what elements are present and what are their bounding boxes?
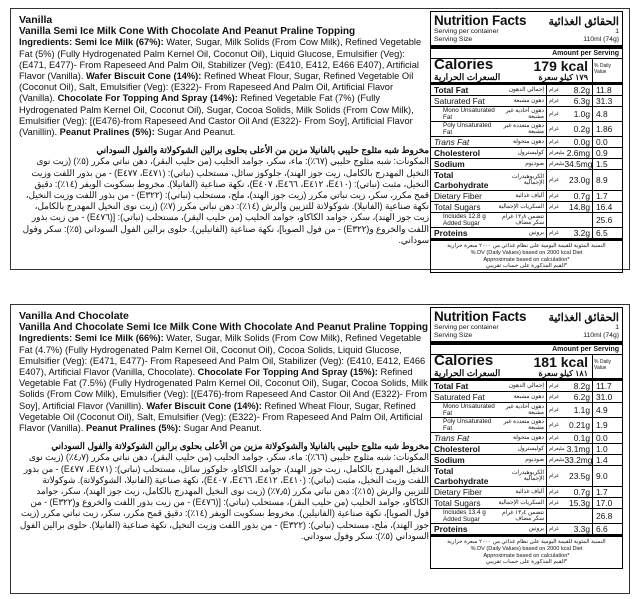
nutrient-daily-value: 9.0 [592, 466, 622, 486]
ingredient-1-text: Water, Sugar, Milk Solids (From Cow Milk), Refined Vegetable Fat (5%) (Fully Hydrogenated Palm Kernel Oil, Coconut Oil), Liquid Glucose, Emulsifier (Veg): (E471, E477)- From Rapeseed And Palm Oil, Stabilizer (Veg): (E410, E412, E466 E407), Artificial Flavor (Vanilla). [19, 37, 422, 82]
nutrient-row [431, 137, 622, 148]
nutrient-row [431, 85, 622, 96]
ingredient-2-text: Refined Vegetable Fat (7.5%) (Fully Hydrogenated Palm Kernel Oil, Coconut Oil), Sugar, Cocoa Solids, Milk Solids (From Cow Milk), Emulsifier (Veg): [(E476)-from Rapeseed And Castor Oil And (E322)- From Soy], Artificial Flavor (Vanillin). [19, 367, 428, 411]
nutrient-amount: 6.2g [573, 392, 590, 402]
nutrient-daily-value: 4.8 [592, 107, 622, 121]
calories-label-ar: السعرات الحرارية [434, 72, 501, 82]
nutrition-title-ar: الحقائق الغذائية [548, 312, 619, 324]
serving-size-value: 110ml (74g) [583, 36, 619, 43]
nutrient-name: Sodium [434, 455, 465, 465]
nutrient-name-ar: دهون متعددة غير مشبعة [503, 123, 544, 135]
daily-value-label: % Daily Value [592, 59, 622, 82]
nutrition-footnote [431, 241, 622, 272]
nutrient-name: Total Sugars [434, 498, 481, 508]
nutrient-amount: 6.3g [573, 96, 590, 106]
nutrient-amount: 0.7g [573, 487, 590, 497]
calories-row [431, 56, 622, 85]
nutrient-name: Total Sugars [434, 202, 481, 212]
nutrient-unit-ar: غرام [549, 435, 559, 441]
nutrient-name-ar: دهون مشبعة [513, 98, 544, 104]
ingredient-3-label: Chocolate For Topping And Spray (14%): [57, 93, 238, 104]
footnote-ar-1: النسبة المئوية للقيمة اليومية على نظام غذائي من ٢٠٠٠ سعرة حرارية [447, 539, 606, 545]
nutrient-unit-ar: غرام [549, 126, 559, 132]
nutrient-unit-ar: غرام [549, 500, 559, 506]
nutrient-amount: 0.0g [573, 137, 590, 147]
nutrient-name-ar: الكربوهيدرات الإجمالية [511, 174, 544, 186]
serving-size-value: 110ml (74g) [583, 332, 619, 339]
calories-label: Calories [434, 56, 494, 73]
nutrient-amount: 15.3g [569, 498, 590, 508]
nutrient-name: Proteins [434, 524, 468, 534]
nutrient-amount: 8.2g [573, 85, 590, 95]
serving-size-label: Serving Size [434, 36, 473, 43]
nutrient-row [431, 381, 622, 392]
servings-value: 1 [615, 28, 619, 35]
nutrient-amount: 1.0g [573, 109, 590, 119]
ingredient-2-label: Chocolate For Topping And Spray (15%): [197, 367, 378, 378]
nutrition-footnote [431, 537, 622, 568]
calories-value-ar: ١٨١ كيلو سعرة [538, 369, 588, 378]
nutrition-title: Nutrition Facts [434, 13, 527, 28]
nutrient-daily-value: 25.6 [592, 213, 622, 227]
nutrient-daily-value: 11.8 [592, 85, 622, 95]
servings-value: 1 [615, 324, 619, 331]
nutrient-row [431, 213, 622, 228]
arabic-ingredients [19, 441, 429, 542]
calories-value: 179 kcal [533, 58, 588, 74]
product-title: Vanilla [19, 14, 53, 26]
ingredient-4-label: Peanut Pralines (5%): [59, 127, 155, 138]
nutrient-amount: 3.2g [573, 228, 590, 238]
nutrient-unit-ar: مليغرام [549, 150, 565, 156]
nutrient-name-ar: دهون أحادية غير مشبعة [505, 108, 544, 120]
footnote-ar-1: النسبة المئوية للقيمة اليومية على نظام غذائي من ٢٠٠٠ سعرة حرارية [447, 243, 606, 249]
nutrient-row [431, 498, 622, 509]
nutrient-daily-value: 11.7 [592, 381, 622, 391]
nutrient-row [431, 159, 622, 170]
product-subtitle: Vanilla And Chocolate Semi Ice Milk Cone With Chocolate And Peanut Praline Topping [19, 322, 429, 334]
arabic-title: مخروط شبه مثلوج حليبي بالفانيلا والشوكولاتة مزين من الأعلى بحلوى برالين الشوكولاتة والفول السوداني [51, 441, 429, 452]
nutrient-name-ar: السكريات الإجمالية [498, 204, 544, 210]
ingredient-2-text: Refined Wheat Flour, Sugar, Refined Vegetable Oil (Coconut Oil), Salt, Emulsifier (Veg): (E322)- From Rapeseed And Palm Oil, Artificial Flavor (Vanilla). [19, 71, 414, 104]
nutrient-name-ar: إجمالي الدهون [508, 383, 544, 389]
nutrient-unit-ar: غرام [549, 139, 559, 145]
nutrient-unit-ar: غرام [549, 489, 559, 495]
nutrient-row [431, 444, 622, 455]
nutrient-amount: 0.21g [569, 420, 590, 430]
ingredient-1-label: Semi Ice Milk (67%): [74, 37, 164, 48]
calories-value-ar: ١٧٩ كيلو سعرة [538, 73, 588, 82]
nutrient-unit-ar: غرام [549, 177, 559, 183]
footnote-en-1: % DV (Daily Values) based on 2000 kcal Diet [470, 249, 583, 256]
nutrient-name: Saturated Fat [434, 96, 485, 106]
nutrient-amount: 14.8g [569, 202, 590, 212]
servings-line [431, 324, 622, 332]
nutrient-unit-ar: غرام [549, 407, 559, 413]
daily-value-label: % Daily Value [592, 355, 622, 378]
nutrient-name-ar: كوليسترول [517, 150, 544, 156]
nutrient-amount: 3.1mg [566, 444, 590, 454]
nutrient-name-ar: دهون مشبعة [513, 394, 544, 400]
nutrient-daily-value: 0.0 [592, 433, 622, 443]
ingredients-label: Ingredients: [19, 37, 73, 48]
nutrient-amount: 23.5g [569, 471, 590, 481]
nutrition-title-ar: الحقائق الغذائية [548, 16, 619, 28]
nutrient-name-ar: السكريات الإجمالية [498, 500, 544, 506]
nutrient-daily-value: 6.6 [592, 524, 622, 534]
nutrient-name: Mono Unsaturated Fat [443, 403, 495, 417]
calories-label: Calories [434, 352, 494, 369]
nutrient-row [431, 509, 622, 524]
calories-value: 181 kcal [533, 354, 588, 370]
nutrient-name-ar: كوليسترول [517, 446, 544, 452]
nutrient-daily-value: 1.7 [592, 191, 622, 201]
arabic-ingredients-text: المكونات: شبه مثلوج حليبي (٦٧٪): ماء، سكر، جوامد الحليب (من حليب البقر)، دهن نباتي مكرر (٥٪) (زيت نوى النخيل المهدرج بالكامل، زيت جوز الهند)، جلوكوز سائل، مستحلب (نباتي): (E٤٧١، E٤٧٧) - من بذور اللفت وزيت النخيل، مثبت (نباتي): (E٤١٠، E٤١٢، E٤٦٦، E٤٠٧)، نكهة صناعية (الفانيلا). مخروط بسكويت الويفر (١٤٪): دقيق قمح مكرر، سكر، زيت نباتي مكرر (زيت جوز الهند)، ملح، مستحلب (نباتي): (E٣٢٢) - من بذور اللفت وزيت النخيل، نكهة صناعية (الفانيلا). شوكولاتة للتزيين والرش (١٤٪): دهن نباتي مكرر (٧٪) (زيت نوى النخيل المهدرج بالكامل، زيت جوز الهند)، سكر، جوامد الكاكاو، جوامد الحليب (من حليب البقر)، مستحلب (نباتي): [(E٤٧٦) - من زيت بذور اللفت والخروع و(E٣٢٢) - من فول الصويا]، نكهة صناعية (الفانيلين). حلوى برالين الفول السوداني (٥٪): سكر وفول سوداني. [22, 156, 429, 245]
nutrition-header [431, 12, 622, 28]
nutrient-unit-ar: مليغرام [549, 161, 565, 167]
nutrient-amount: 0.7g [573, 191, 590, 201]
nutrient-name-ar: بروتين [528, 526, 544, 532]
nutrient-name: Mono Unsaturated Fat [443, 107, 495, 121]
nutrient-unit-ar: غرام [549, 526, 559, 532]
servings-label: Serving per container [434, 324, 499, 331]
nutrient-row [431, 466, 622, 487]
nutrient-name: Sodium [434, 159, 465, 169]
serving-size-line [431, 36, 622, 49]
nutrient-row [431, 202, 622, 213]
nutrient-name: Trans Fat [434, 137, 470, 147]
nutrient-name: Poly Unsaturated Fat [443, 418, 492, 432]
nutrient-amount: 3.3g [573, 524, 590, 534]
nutrient-unit-ar: غرام [549, 230, 559, 236]
ingredient-3-text: Refined Vegetable Fat (7%) (Fully Hydrogenated Palm Kernel Oil, Coconut Oil), Sugar, Cocoa Solids, Milk Solids (From Cow Milk), Emulsifier (Veg): [(E476)-from Rapeseed And Castor Oil And (E322)- From Soy], Artificial Flavor (Vanillin). [19, 93, 414, 138]
nutrient-unit-ar: مليغرام [549, 446, 565, 452]
nutrient-row [431, 191, 622, 202]
calories-row [431, 352, 622, 381]
nutrient-amount: 1.1g [573, 405, 590, 415]
nutrient-unit-ar: غرام [549, 422, 559, 428]
footnote-en-2: Approximate based on calculation* [483, 256, 570, 263]
ingredient-2-label: Wafer Biscuit Cone (14%): [86, 71, 202, 82]
nutrient-row [431, 403, 622, 418]
nutrient-name: Proteins [434, 228, 468, 238]
nutrient-row [431, 228, 622, 241]
footnote-ar-2: *القيم المذكورة على حساب تقريبي [485, 559, 568, 566]
ingredient-3-label: Wafer Biscuit Cone (14%): [146, 400, 262, 411]
nutrient-rows [431, 381, 622, 537]
nutrition-title: Nutrition Facts [434, 309, 527, 324]
nutrient-daily-value: 1.7 [592, 487, 622, 497]
nutrient-name-ar: صوديوم [525, 161, 544, 167]
nutrient-name-ar: إجمالي الدهون [508, 87, 544, 93]
nutrient-amount: 34.5mg [564, 159, 593, 169]
nutrient-daily-value: 0.0 [592, 137, 622, 147]
nutrition-facts-table [430, 307, 623, 569]
nutrient-name-ar: تتضمن ١٣٫٤ غرام سكر مضاف [501, 510, 544, 522]
nutrient-name-ar: دهون أحادية غير مشبعة [505, 404, 544, 416]
nutrient-daily-value: 1.9 [592, 418, 622, 432]
arabic-ingredients-text: المكونات: شبه مثلوج حليبي (٦٦٪): ماء، سكر، جوامد الحليب (من حليب البقر)، دهن نباتي مكرر (٤٫٧٪) (زيت نوى النخيل المهدرج بالكامل، زيت جوز الهند)، جوامد الكاكاو، جلوكوز سائل، مستحلب (نباتي): (E٤٧١، E٤٧٧) - من بذور اللفت وزيت النخيل، مثبت (نباتي): (E٤١٠، E٤١٢، E٤٦٦، E٤٠٧)، نكهة صناعية (الفانيلا، الشوكولاتة). شوكولاتة للتزيين والرش (١٥٪): دهن نباتي مكرر (٧٫٥٪) (زيت نوى النخيل المهدرج بالكامل، زيت جوز الهند)، سكر، جوامد الكاكاو، جوامد الحليب (من حليب البقر)، مستحلب (نباتي): [(E٤٧٦) - من زيت بذور اللفت والخروع و(E٣٢٢) - من فول الصويا]، نكهة صناعية (الفانيلين). مخروط بسكويت الويفر (١٤٪): دقيق قمح مكرر، سكر، زيت نباتي مكرر (زيت جوز الهند)، ملح، مستحلب (نباتي): (E٣٢٢) - من بذور اللفت وزيت النخيل، نكهة صناعية (الفانيلا). حلوى برالين الفول السوداني (٥٪): سكر وفول سوداني. [19, 452, 429, 541]
servings-line [431, 28, 622, 36]
nutrient-daily-value: 1.4 [592, 455, 622, 465]
nutrient-name-ar: دهون متعددة غير مشبعة [503, 419, 544, 431]
nutrient-daily-value: 1.0 [592, 444, 622, 454]
footnote-en-1: % DV (Daily Values) based on 2000 kcal Diet [470, 545, 583, 552]
nutrient-daily-value: 26.8 [592, 509, 622, 523]
nutrient-row [431, 524, 622, 537]
nutrient-daily-value: 16.4 [592, 202, 622, 212]
nutrient-row [431, 122, 622, 137]
nutrient-daily-value: 31.0 [592, 392, 622, 402]
nutrient-name: Total Fat [434, 85, 469, 95]
nutrient-name-ar: الكربوهيدرات الإجمالية [511, 470, 544, 482]
ingredient-4-label: Peanut Pralines (5%): [86, 423, 182, 434]
product-subtitle: Vanilla Semi Ice Milk Cone With Chocolate And Peanut Praline Topping [19, 26, 356, 38]
amount-per-serving: Amount per Serving [431, 345, 622, 355]
ingredients-label: Ingredients: [19, 333, 73, 344]
product-title: Vanilla And Chocolate [19, 310, 129, 322]
nutrient-name: Total Fat [434, 381, 469, 391]
nutrient-unit-ar: مليغرام [549, 457, 565, 463]
nutrient-name: Includes 12.8 g Added Sugar [443, 213, 486, 227]
nutrient-row [431, 148, 622, 159]
nutrient-daily-value: 8.9 [592, 170, 622, 190]
nutrient-name: Poly Unsaturated Fat [443, 122, 492, 136]
nutrient-name-ar: صوديوم [525, 457, 544, 463]
amount-per-serving: Amount per Serving [431, 49, 622, 59]
nutrient-name-ar: ألياف غذائية [515, 193, 544, 199]
arabic-title: مخروط شبه مثلوج حليبي بالفانيلا مزين من الأعلى بحلوى برالين الشوكولاتة والفول السوداني [96, 145, 429, 156]
serving-size-line [431, 332, 622, 345]
nutrient-unit-ar: غرام [549, 394, 559, 400]
ingredients-block [19, 15, 429, 246]
nutrient-daily-value: 1.5 [592, 159, 622, 169]
nutrient-name: Trans Fat [434, 433, 470, 443]
servings-label: Serving per container [434, 28, 499, 35]
ingredients-text [19, 322, 429, 434]
nutrient-amount: 0.1g [573, 433, 590, 443]
nutrient-amount: 2.6mg [566, 148, 590, 158]
nutrient-daily-value: 1.86 [592, 122, 622, 136]
nutrient-row [431, 433, 622, 444]
nutrient-unit-ar: غرام [549, 383, 559, 389]
nutrient-rows [431, 85, 622, 241]
nutrient-amount: 8.2g [573, 381, 590, 391]
arabic-ingredients [19, 145, 429, 246]
nutrient-daily-value: 0.9 [592, 148, 622, 158]
nutrient-row [431, 487, 622, 498]
ingredient-4-text: Sugar And Peanut. [157, 127, 236, 138]
footnote-ar-2: *القيم المذكورة على حساب تقريبي [485, 263, 568, 270]
nutrient-daily-value: 4.9 [592, 403, 622, 417]
ingredients-block [19, 311, 429, 542]
nutrient-name-ar: تتضمن ١٢٫٨ غرام سكر مضاف [501, 214, 544, 226]
nutrient-unit-ar: غرام [549, 111, 559, 117]
nutrient-row [431, 392, 622, 403]
nutrient-row [431, 455, 622, 466]
nutrient-name: Dietary Fiber [434, 191, 482, 201]
nutrient-daily-value: 17.0 [592, 498, 622, 508]
nutrient-name-ar: بروتين [528, 230, 544, 236]
nutrient-amount: 33.2mg [564, 455, 593, 465]
nutrient-daily-value: 6.5 [592, 228, 622, 238]
nutrition-header [431, 308, 622, 324]
nutrition-facts-table [430, 11, 623, 273]
calories-label-ar: السعرات الحرارية [434, 368, 501, 378]
nutrient-name-ar: دهون متحولة [513, 435, 544, 441]
nutrient-daily-value: 31.3 [592, 96, 622, 106]
ingredient-1-text: Water, Sugar, Milk Solids (From Cow Milk), Refined Vegetable Fat (4.7%) (Fully Hydrogenated Palm Kernel Oil, Coconut Oil), Cocoa Solids, Liquid Glucose, Emulsifier (Veg): (E471, E477)- From Rapeseed And Palm Oil, Stabilizer (Veg): (E410, E412, E466 E407), Artificial Flavor (Vanilla, Chocolate). [19, 333, 426, 378]
nutrient-amount: 0.2g [573, 124, 590, 134]
nutrient-name: Total Carbohydrate [434, 170, 489, 190]
nutrient-unit-ar: غرام [549, 193, 559, 199]
nutrient-name: Total Carbohydrate [434, 466, 489, 486]
product-label-vanilla [10, 8, 630, 270]
ingredient-4-text: Sugar And Peanut. [183, 423, 262, 434]
ingredient-3-text: Refined Wheat Flour, Sugar, Refined Vegetable Oil (Coconut Oil), Salt, Emulsifier (Veg): (E322)- From Rapeseed And Palm Oil, Artificial Flavor (Vanilla). [19, 400, 423, 434]
nutrient-name: Includes 13.4 g Added Sugar [443, 509, 486, 523]
nutrient-name: Saturated Fat [434, 392, 485, 402]
nutrient-name: Dietary Fiber [434, 487, 482, 497]
product-label-vanilla-chocolate [10, 304, 630, 594]
nutrient-unit-ar: غرام [549, 204, 559, 210]
nutrient-row [431, 107, 622, 122]
nutrient-unit-ar: غرام [549, 98, 559, 104]
nutrient-name-ar: ألياف غذائية [515, 489, 544, 495]
nutrient-unit-ar: غرام [549, 473, 559, 479]
nutrient-row [431, 170, 622, 191]
nutrient-name-ar: دهون متحولة [513, 139, 544, 145]
serving-size-label: Serving Size [434, 332, 473, 339]
ingredients-text [19, 26, 429, 138]
nutrient-name: Cholesterol [434, 444, 481, 454]
nutrient-row [431, 96, 622, 107]
footnote-en-2: Approximate based on calculation* [483, 552, 570, 559]
nutrient-unit-ar: غرام [549, 87, 559, 93]
nutrient-amount: 23.0g [569, 175, 590, 185]
nutrient-name: Cholesterol [434, 148, 481, 158]
nutrient-row [431, 418, 622, 433]
ingredient-1-label: Semi Ice Milk (66%): [74, 333, 164, 344]
